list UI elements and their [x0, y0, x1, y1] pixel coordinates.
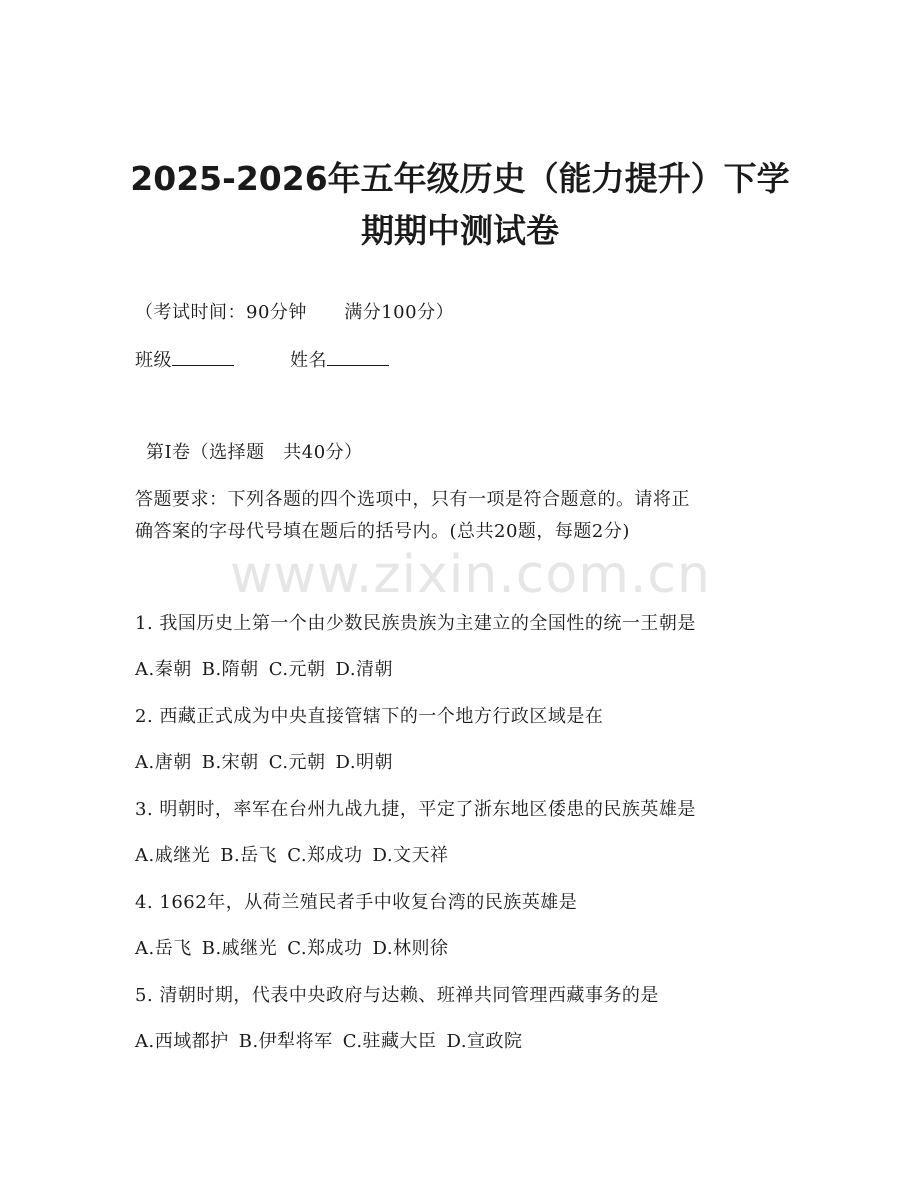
name-label: 姓名: [290, 350, 327, 371]
instructions-line2: 确答案的字母代号填在题后的括号内。(总共20题，每题2分): [135, 521, 630, 542]
option: D.文天祥: [372, 845, 449, 866]
student-info-row: [135, 347, 389, 375]
section-heading: 第Ⅰ卷（选择题 共40分）: [146, 442, 363, 463]
class-label: 班级: [135, 350, 172, 371]
question-options: [135, 749, 393, 777]
option: D.清朝: [335, 659, 394, 680]
question-options: [135, 935, 449, 963]
option: A.戚继光: [135, 845, 211, 866]
watermark: www.zixin.com.cn: [230, 545, 711, 605]
name-blank[interactable]: [327, 347, 389, 366]
option: C.元朝: [268, 659, 326, 680]
option: C.驻藏大臣: [342, 1031, 437, 1052]
option: B.伊犁将军: [238, 1031, 333, 1052]
option: A.岳飞: [135, 938, 192, 959]
question-options: [135, 1028, 523, 1056]
exam-title-line1: 2025-2026年五年级历史（能力提升）下学: [130, 159, 790, 198]
question-stem: 2. 西藏正式成为中央直接管辖下的一个地方行政区域是在: [135, 706, 604, 727]
question-stem: 4. 1662年，从荷兰殖民者手中收复台湾的民族英雄是: [135, 892, 578, 913]
option: B.隋朝: [201, 659, 259, 680]
question-stem: 3. 明朝时，率军在台州九战九捷，平定了浙东地区倭患的民族英雄是: [135, 799, 696, 820]
exam-title-line2: 期期中测试卷: [361, 211, 559, 250]
exam-info: （考试时间：90分钟 满分100分）: [135, 302, 455, 323]
question-options: [135, 842, 449, 870]
option: A.西域都护: [135, 1031, 229, 1052]
question-stem: 5. 清朝时期，代表中央政府与达赖、班禅共同管理西藏事务的是: [135, 985, 659, 1006]
option: D.明朝: [335, 752, 394, 773]
question-stem: 1. 我国历史上第一个由少数民族贵族为主建立的全国性的统一王朝是: [135, 613, 696, 634]
question-options: [135, 656, 393, 684]
class-blank[interactable]: [172, 347, 234, 366]
option: B.宋朝: [201, 752, 259, 773]
option: C.郑成功: [287, 938, 363, 959]
option: B.岳飞: [220, 845, 278, 866]
option: C.郑成功: [287, 845, 363, 866]
instructions-line1: 答题要求：下列各题的四个选项中，只有一项是符合题意的。请将正: [135, 489, 690, 510]
option: D.林则徐: [372, 938, 449, 959]
option: A.秦朝: [135, 659, 192, 680]
option: B.戚继光: [201, 938, 278, 959]
option: C.元朝: [268, 752, 326, 773]
option: D.宣政院: [446, 1031, 523, 1052]
option: A.唐朝: [135, 752, 192, 773]
